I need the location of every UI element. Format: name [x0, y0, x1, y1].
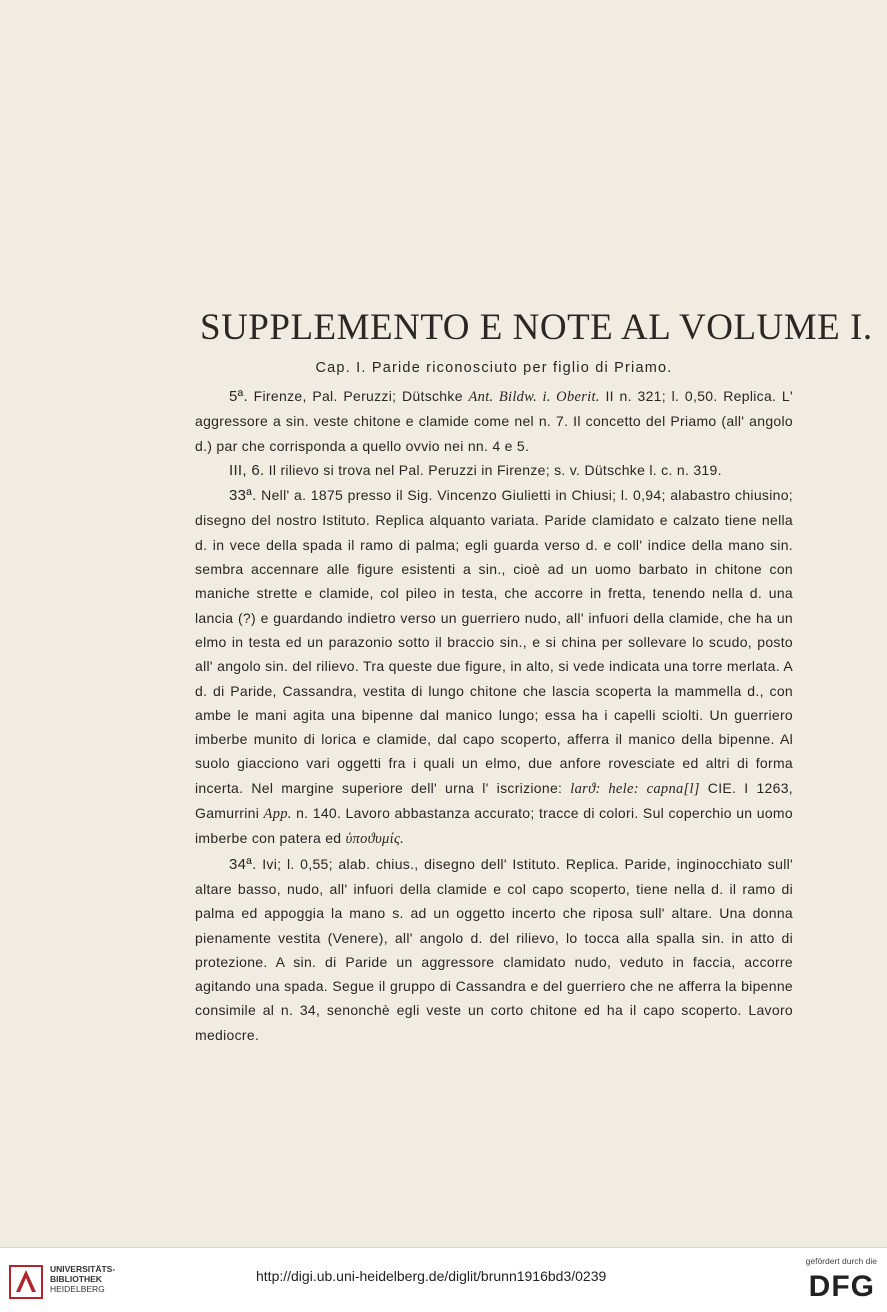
- entry-number: 34ª.: [229, 855, 257, 873]
- inscription: larϑ: hele: capna[l]: [570, 780, 700, 797]
- university-logo-icon: [8, 1262, 44, 1302]
- permalink-url[interactable]: http://digi.ub.uni-heidelberg.de/diglit/brunn1916bd3/0239: [256, 1268, 607, 1284]
- entry-34a: 34ª. Ivi; l. 0,55; alab. chius., disegno dell' Istituto. Replica. Paride, inginocchiato sull' altare basso, nudo, all' infuori della clamide e col capo scoperto, tiene nella d. il ramo di palma ed appoggia la mano s. ad un oggetto incerto che riposa sull' altare. Una donna pienamente vestita (Venere), all' angolo d. del rilievo, lo tocca alla spalla sin. in atto di protezione. A sin. di Paride un aggressore clamidato nudo, veduto in faccia, accorre agitando una spada. Segue il gruppo di Cassandra e del guerriero che ne afferra la bipenne consimile al n. 34, senonchè egli veste un corto chitone ed ha il capo scoperto. Lavoro mediocre.: [195, 855, 793, 1043]
- funded-by-label: gefördert durch die: [805, 1256, 877, 1266]
- entry-III-6: III, 6. Il rilievo si trova nel Pal. Peruzzi in Firenze; s. v. Dütschke l. c. n. 319.: [229, 461, 722, 479]
- document-body: [195, 384, 793, 1047]
- chapter-heading: Cap. I. Paride riconosciuto per figlio di Priamo.: [315, 360, 673, 376]
- entry-5a: 5ª. Firenze, Pal. Peruzzi; Dütschke Ant. Bildw. i. Oberit. II n. 321; l. 0,50. Replica. L' aggressore a sin. veste chitone e clamide come nel n. 7. Il concetto del Priamo (all' angolo d.) par che corrisponda a quello ovvio nei nn. 4 e 5.: [195, 388, 793, 454]
- entry-33a: 33ª. Nell' a. 1875 presso il Sig. Vincenzo Giulietti in Chiusi; l. 0,94; alabastro chiusino; disegno del nostro Istituto. Replica alquanto variata. Paride clamidato e calzato tiene nella d. in vece della spada il ramo di palma; egli guarda verso d. e coll' indice della mano sin. sembra accennare alle figure esistenti a sin., cioè ad un uomo barbato in chitone con maniche strette e clamide, col pileo in testa, che accorre in fretta, tenendo nella d. una lancia (?) e guardando indietro verso un guerriero nudo, all' infuori della clamide, che ha un elmo in testa ed un parazonio sotto il braccio sin., e si china per sollevare lo scudo, posto all' angolo sin. del rilievo. Tra queste due figure, in alto, si vede indicata una torre merlata. A d. di Paride, Cassandra, vestita di lungo chitone che lascia scoperta la mammella d., con ambe le mani agita una bipenne dal manico lungo; essa ha i capelli sciolti. Un guerriero imberbe munito di lorica e clamide, dal capo scoperto, afferra il manico della bipenne. Al suolo giacciono vari oggetti fra i quali un elmo, due anfore rovesciate ed altri di forma incerta. Nel margine superiore dell' urna l' iscrizione: larϑ: hele: capna[l] CIE. I 1263, Gamurrini App. n. 140. Lavoro abbastanza accurato; tracce di colori. Sul coperchio un uomo imberbe con patera ed ὑποϑυμίς.: [195, 487, 793, 848]
- entry-number: III, 6.: [229, 461, 265, 479]
- entry-number: 33ª.: [229, 487, 257, 505]
- university-name: UNIVERSITÄTS- BIBLIOTHEK HEIDELBERG: [50, 1264, 116, 1294]
- entry-number: 5ª.: [229, 388, 248, 405]
- footer-bar: [0, 1247, 887, 1312]
- page-title: SUPPLEMENTO E NOTE AL VOLUME I.: [200, 307, 873, 348]
- italic-reference: App.: [263, 806, 292, 823]
- dfg-logo: DFG: [808, 1270, 875, 1303]
- greek-word: ὑποϑυμίς.: [345, 831, 405, 848]
- italic-reference: Ant. Bildw. i. Oberit.: [468, 389, 600, 405]
